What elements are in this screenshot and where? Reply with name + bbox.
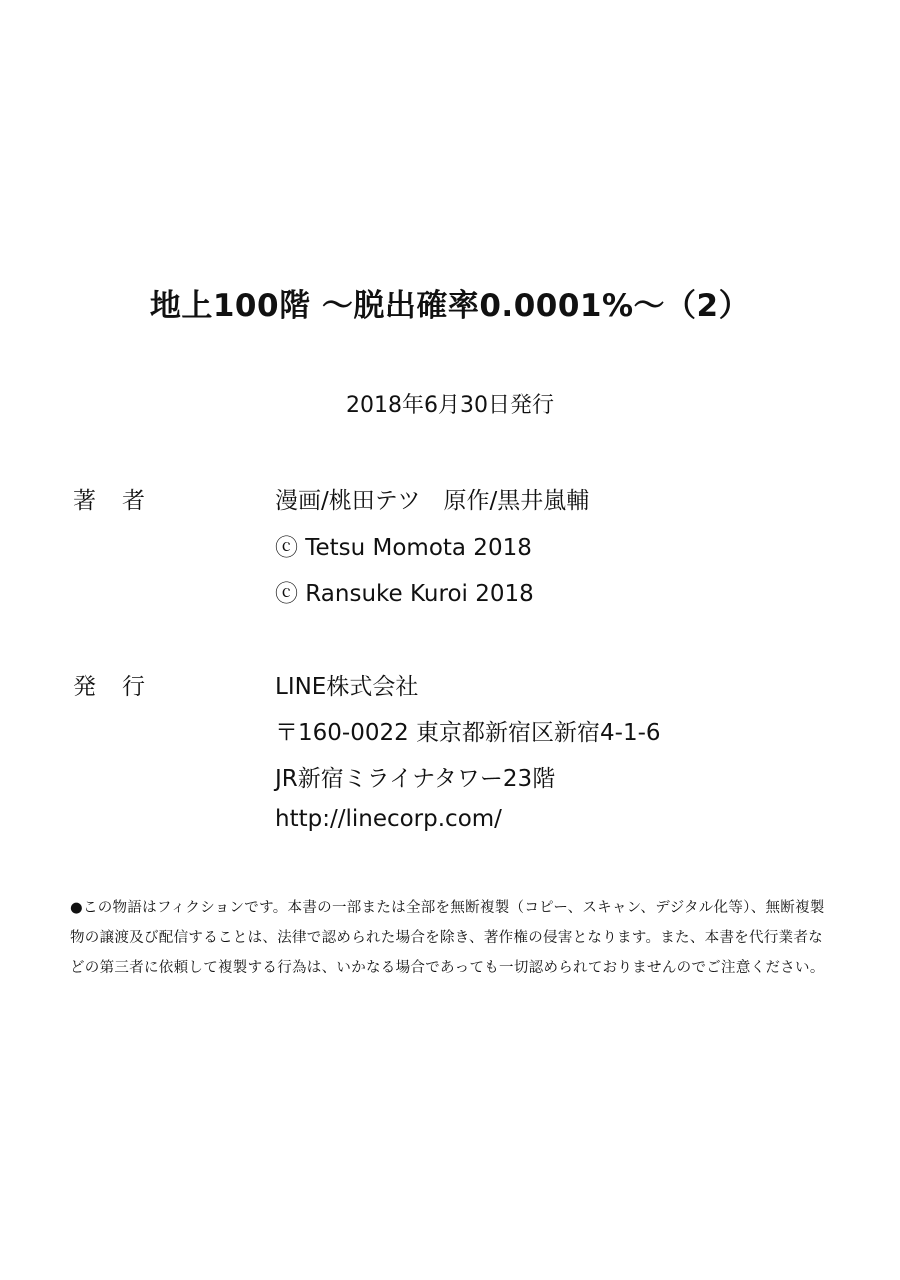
copyright-line-artist: ⓒ Tetsu Momota 2018 [275, 535, 532, 561]
publisher-building: JR新宿ミライナタワー23階 [275, 766, 556, 792]
publisher-address: 〒160-0022 東京都新宿区新宿4-1-6 [275, 720, 661, 746]
publisher-label: 発行 [73, 674, 171, 700]
author-credit-line: 漫画/桃田テツ 原作/黒井嵐輔 [275, 488, 590, 514]
copyright-line-author: ⓒ Ransuke Kuroi 2018 [275, 581, 534, 607]
publisher-url: http://linecorp.com/ [275, 806, 502, 832]
legal-notice: ●この物語はフィクションです。本書の一部または全部を無断複製（コピー、スキャン、デジタル化等）、無断複製物の譲渡及び配信することは、法律で認められた場合を除き、著作権の侵害となります。また、本書を代行業者などの第三者に依頼して複製する行為は、いかなる場合であっても一切認められておりませんのでご注意ください。 [70, 900, 825, 976]
book-title: 地上100階 ～脱出確率0.0001%～（2） [149, 288, 751, 324]
author-label: 著者 [73, 488, 171, 514]
publication-date: 2018年6月30日発行 [346, 393, 554, 418]
publisher-name: LINE株式会社 [275, 674, 419, 700]
